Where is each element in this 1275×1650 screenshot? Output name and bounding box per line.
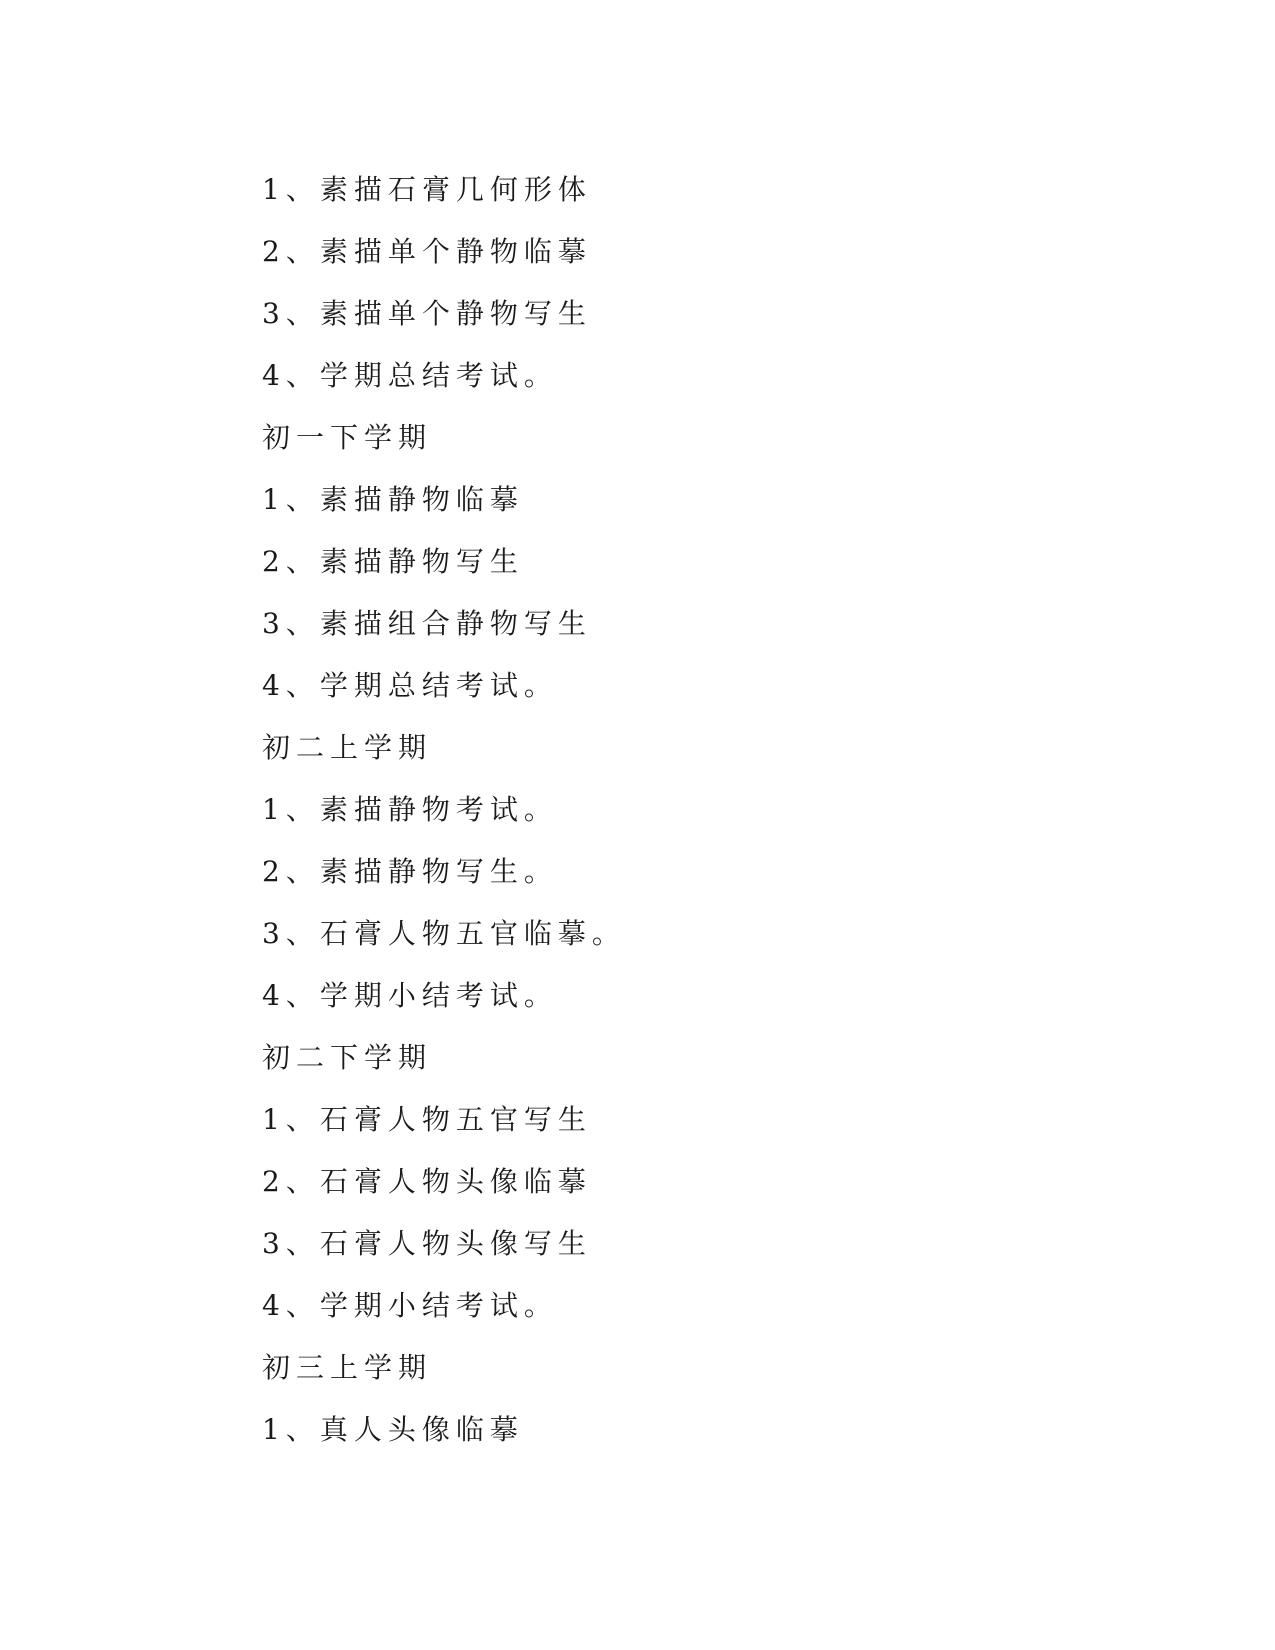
list-item: 4、学期小结考试。	[262, 1289, 558, 1322]
list-item: 1、素描石膏几何形体	[262, 173, 592, 206]
list-item: 2、素描单个静物临摹	[262, 235, 592, 268]
list-item: 2、石膏人物头像临摹	[262, 1165, 592, 1198]
list-item: 4、学期总结考试。	[262, 669, 558, 702]
list-item: 3、素描组合静物写生	[262, 607, 592, 640]
section-heading: 初三上学期	[262, 1351, 433, 1384]
list-item: 4、学期小结考试。	[262, 979, 558, 1012]
list-item: 2、素描静物写生	[262, 545, 524, 578]
document-body	[262, 168, 1162, 1470]
section-heading: 初二下学期	[262, 1041, 433, 1074]
list-item: 3、石膏人物头像写生	[262, 1227, 592, 1260]
list-item: 4、学期总结考试。	[262, 359, 558, 392]
list-item: 1、素描静物临摹	[262, 483, 524, 516]
list-item: 3、素描单个静物写生	[262, 297, 592, 330]
list-item: 2、素描静物写生。	[262, 855, 558, 888]
list-item: 1、素描静物考试。	[262, 793, 558, 826]
list-item: 1、石膏人物五官写生	[262, 1103, 592, 1136]
list-item: 1、真人头像临摹	[262, 1413, 524, 1446]
list-item: 3、石膏人物五官临摹。	[262, 917, 626, 950]
section-heading: 初一下学期	[262, 421, 433, 454]
section-heading: 初二上学期	[262, 731, 433, 764]
